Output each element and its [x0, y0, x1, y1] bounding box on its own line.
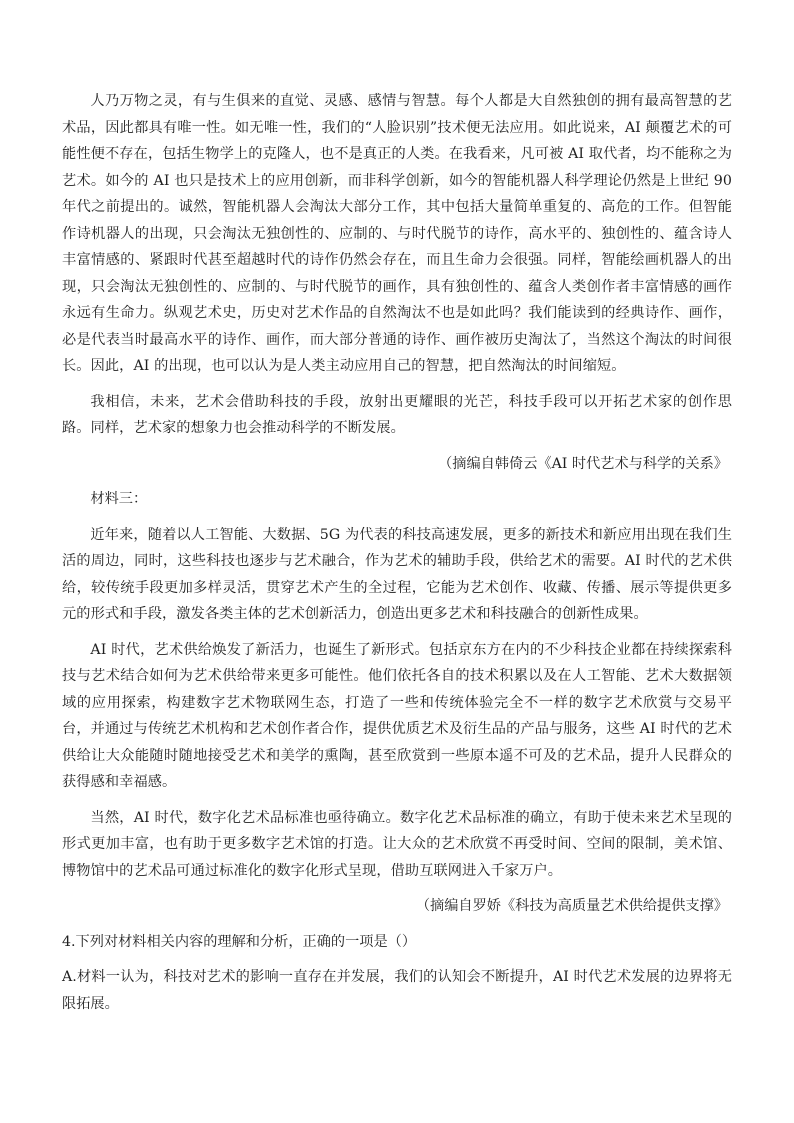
source-citation-han: （摘编自韩倚云《AI 时代艺术与科学的关系》 [438, 455, 728, 472]
paragraph-art-science-future: 我相信，未来，艺术会借助科技的手段，放射出更耀眼的光芒，科技手段可以开拓艺术家的创作思路。同样，艺术家的想象力也会推动科学的不断发展。 [62, 393, 732, 436]
paragraph-tech-art-fusion: 近年来，随着以人工智能、大数据、5G 为代表的科技高速发展，更多的新技术和新应用出现在我们生活的周边，同时，这些科技也逐步与艺术融合，作为艺术的辅助手段，供给艺术的需要。AI 时代的艺术供给，较传统手段更加多样灵活，贯穿艺术产生的全过程，它能为艺术创作、收藏、传播、展示等提供更多元的形式和手段，激发各类主体的艺术创新活力，创造出更多艺术和科技融合的创新性成果。 [62, 526, 732, 622]
paragraph-ai-uniqueness: 人乃万物之灵，有与生俱来的直觉、灵感、感情与智慧。每个人都是大自然独创的拥有最高智慧的艺术品，因此都具有唯一性。如无唯一性，我们的“人脸识别”技术便无法应用。如此说来，AI 颠覆艺术的可能性便不存在，包括生物学上的克隆人，也不是真正的人类。在我看来，凡可被 AI 取代者，均不能称之为艺术。如今的 AI 也只是技术上的应用创新，而非科学创新，如今的智能机器人科学理论仍然是上世纪 90 年代之前提出的。诚然，智能机器人会淘汰大部分工作，其中包括大量简单重复的、高危的工作。但智能作诗机器人的出现，只会淘汰无独创性的、应制的、与时代脱节的诗作，高水平的、独创性的、蕴含诗人丰富情感的、紧跟时代甚至超越时代的诗作仍然会存在，而且生命力会很强。同样，智能绘画机器人的出现，只会淘汰无独创性的、应制的、与时代脱节的画作，具有独创性的、蕴含人类创作者丰富情感的画作永远有生命力。纵观艺术史，历史对艺术作品的自然淘汰不也是如此吗？我们能读到的经典诗作、画作，必是代表当时最高水平的诗作、画作，而大部分普通的诗作、画作被历史淘汰了，当然这个淘汰的时间很长。因此，AI 的出现，也可以认为是人类主动应用自己的智慧，把自然淘汰的时间缩短。 [62, 93, 732, 374]
paragraph-digital-art-standard: 当然，AI 时代，数字化艺术品标准也亟待确立。数字化艺术品标准的确立，有助于使未来艺术呈现的形式更加丰富，也有助于更多数字艺术馆的打造。让大众的艺术欣赏不再受时间、空间的限制，美术馆、博物馆中的艺术品可通过标准化的数字化形式呈现，借助互联网进入千家万户。 [62, 809, 732, 879]
source-citation-luo: （摘编自罗娇《科技为高质量艺术供给提供支撑》 [415, 898, 728, 914]
question-option-a: A.材料一认为，科技对艺术的影响一直存在并发展，我们的认知会不断提升，AI 时代艺术发展的边界将无限拓展。 [62, 969, 732, 1012]
question-stem: 4.下列对材料相关内容的理解和分析，正确的一项是（） [62, 933, 417, 950]
material-three-heading: 材料三： [90, 491, 148, 507]
paragraph-art-supply-vitality: AI 时代，艺术供给焕发了新活力，也诞生了新形式。包括京东方在内的不少科技企业都在持续探索科技与艺术结合如何为艺术供给带来更多可能性。他们依托各自的技术积累以及在人工智能、艺术大数据领域的应用探索，构建数字艺术物联网生态，打造了一些和传统体验完全不一样的数字艺术欣赏与交易平台，并通过与传统艺术机构和艺术创作者合作，提供优质艺术及衍生品的产品与服务，这些 AI 时代的艺术供给让大众能随时随地接受艺术和美学的熏陶，甚至欣赏到一些原本遥不可及的艺术品，提升人民群众的获得感和幸福感。 [62, 641, 732, 790]
document-page [62, 88, 732, 1017]
